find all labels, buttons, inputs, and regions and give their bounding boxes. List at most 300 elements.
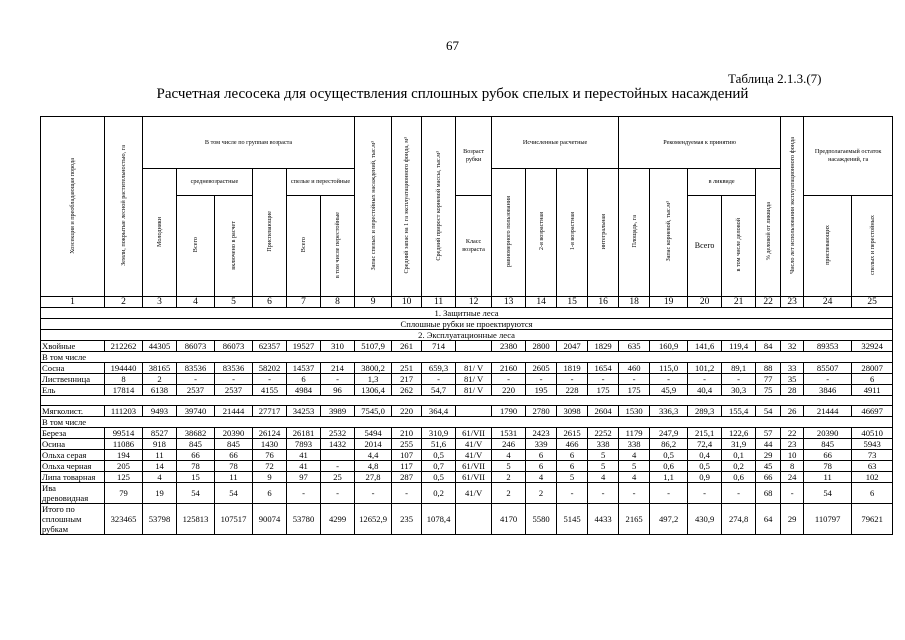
header-rest-premature: приспевающих: [804, 196, 852, 297]
table-cell: 8: [105, 374, 143, 385]
table-cell: 1531: [492, 428, 526, 439]
table-cell: 6: [287, 374, 321, 385]
species-name: Сосна: [41, 363, 105, 374]
table-cell: 78: [177, 461, 215, 472]
table-cell: 75: [756, 385, 781, 396]
table-cell: 194440: [105, 363, 143, 374]
section-note: Сплошные рубки не проектируются: [41, 319, 893, 330]
table-cell: 336,3: [650, 406, 688, 417]
table-cell: 6138: [143, 385, 177, 396]
column-number: 16: [588, 297, 619, 308]
table-cell: 26: [781, 406, 804, 417]
table-cell: -: [781, 483, 804, 504]
table-cell: 78: [215, 461, 253, 472]
table-row: [41, 472, 893, 483]
table-cell: 41/V: [456, 439, 492, 450]
species-name: Хвойные: [41, 341, 105, 352]
table-cell: 338: [619, 439, 650, 450]
table-cell: 5: [588, 450, 619, 461]
table-cell: 220: [392, 406, 422, 417]
table-cell: 72: [253, 461, 287, 472]
header-root-stock: Запас корневой, тыс.м³: [650, 169, 688, 297]
table-cell: 86,2: [650, 439, 688, 450]
table-cell: 7893: [287, 439, 321, 450]
table-cell: 5: [492, 461, 526, 472]
table-cell: 11086: [105, 439, 143, 450]
header-ripe-stock: Запас спелых и перестойных насаждений, тыс.м³: [355, 117, 392, 297]
table-cell: 89,1: [722, 363, 756, 374]
column-number: 25: [852, 297, 893, 308]
table-cell: 54: [177, 483, 215, 504]
table-cell: 28: [781, 385, 804, 396]
column-number: 4: [177, 297, 215, 308]
table-cell: 27717: [253, 406, 287, 417]
header-uniform: равномерного пользования: [492, 169, 526, 297]
table-cell: 5: [588, 461, 619, 472]
table-cell: 61/VII: [456, 472, 492, 483]
table-cell: 77: [756, 374, 781, 385]
table-cell: 3989: [321, 406, 355, 417]
table-cell: 497,2: [650, 504, 688, 535]
table-cell: 2: [526, 483, 557, 504]
table-cell: 635: [619, 341, 650, 352]
table-cell: 22: [781, 428, 804, 439]
header-young: Молодняки: [143, 169, 177, 297]
column-number: 15: [557, 297, 588, 308]
column-number: 11: [422, 297, 456, 308]
table-cell: 38165: [143, 363, 177, 374]
table-cell: 54: [756, 406, 781, 417]
table-cell: 45,9: [650, 385, 688, 396]
table-cell: 1078,4: [422, 504, 456, 535]
table-cell: 0,2: [422, 483, 456, 504]
table-cell: 1654: [588, 363, 619, 374]
table-cell: 107: [392, 450, 422, 461]
header-mid-total: Всего: [177, 196, 215, 297]
column-number: 14: [526, 297, 557, 308]
table-cell: 122,6: [722, 428, 756, 439]
table-cell: 19: [143, 483, 177, 504]
table-row: [41, 374, 893, 385]
table-cell: 54: [804, 483, 852, 504]
table-row: [41, 341, 893, 352]
table-cell: 72,4: [688, 439, 722, 450]
table-cell: 5: [619, 461, 650, 472]
table-cell: 62357: [253, 341, 287, 352]
table-cell: 33: [781, 363, 804, 374]
table-cell: 289,3: [688, 406, 722, 417]
table-cell: 66: [177, 450, 215, 461]
table-cell: 1430: [253, 439, 287, 450]
header-mid-included: включено в расчет: [215, 196, 253, 297]
table-cell: 714: [422, 341, 456, 352]
table-cell: [321, 450, 355, 461]
species-name: Лиственница: [41, 374, 105, 385]
subheader-label: В том числе: [41, 352, 893, 363]
spacer-cell: [41, 396, 893, 406]
column-number: 18: [619, 297, 650, 308]
table-cell: 8: [781, 461, 804, 472]
table-cell: -: [355, 483, 392, 504]
table-cell: 2047: [557, 341, 588, 352]
header-overmature: в том числе перестойные: [321, 196, 355, 297]
table-cell: 83536: [215, 363, 253, 374]
table-cell: 51,6: [422, 439, 456, 450]
table-cell: 4299: [321, 504, 355, 535]
table-cell: -: [392, 483, 422, 504]
table-cell: 101,2: [688, 363, 722, 374]
table-cell: 90074: [253, 504, 287, 535]
table-cell: 323465: [105, 504, 143, 535]
header-rest-ripe: спелых и перестойных: [852, 196, 893, 297]
table-cell: 3846: [804, 385, 852, 396]
table-cell: 88: [756, 363, 781, 374]
table-cell: 338: [588, 439, 619, 450]
column-number: 12: [456, 297, 492, 308]
table-cell: 24: [781, 472, 804, 483]
table-cell: 155,4: [722, 406, 756, 417]
table-cell: 1829: [588, 341, 619, 352]
table-cell: 26124: [253, 428, 287, 439]
section-exploitation: 2. Эксплуатационные леса: [41, 330, 893, 341]
table-cell: 32: [781, 341, 804, 352]
table-cell: 2: [492, 472, 526, 483]
table-cell: 2605: [526, 363, 557, 374]
table-cell: 40,4: [688, 385, 722, 396]
table-cell: 81/ V: [456, 385, 492, 396]
header-avg-growth: Средний прирост корневой массы, тыс.м³: [422, 117, 456, 297]
table-cell: 115,0: [650, 363, 688, 374]
species-name: Ива древовидная: [41, 483, 105, 504]
table-cell: 99514: [105, 428, 143, 439]
table-cell: -: [650, 483, 688, 504]
table-cell: -: [557, 374, 588, 385]
table-cell: 6: [557, 461, 588, 472]
table-cell: -: [321, 483, 355, 504]
column-number: 9: [355, 297, 392, 308]
table-cell: 29: [781, 504, 804, 535]
table-cell: 117: [392, 461, 422, 472]
table-cell: 0,5: [422, 450, 456, 461]
table-cell: -: [287, 483, 321, 504]
table-cell: -: [722, 374, 756, 385]
table-cell: 41/V: [456, 450, 492, 461]
table-cell: 110797: [804, 504, 852, 535]
table-cell: 26181: [287, 428, 321, 439]
table-cell: [456, 406, 492, 417]
subheader-row: [41, 352, 893, 363]
header-business-pct: % деловой от ликвида: [756, 169, 781, 297]
table-cell: 28007: [852, 363, 893, 374]
column-numbers-row: [41, 297, 893, 308]
table-cell: 4,8: [355, 461, 392, 472]
table-cell: 119,4: [722, 341, 756, 352]
table-cell: 214: [321, 363, 355, 374]
subheader-row: [41, 417, 893, 428]
table-cell: 2160: [492, 363, 526, 374]
table-cell: 4: [588, 472, 619, 483]
header-ripe: спелые и перестойные: [287, 169, 355, 196]
table-cell: 61/VII: [456, 428, 492, 439]
table-cell: 78: [804, 461, 852, 472]
table-cell: 4: [619, 450, 650, 461]
table-cell: 96: [321, 385, 355, 396]
table-cell: 19527: [287, 341, 321, 352]
header-avg-stock: Средний запас на 1 га эксплуатационного фонда, м³: [392, 117, 422, 297]
table-cell: 32924: [852, 341, 893, 352]
table-row: [41, 428, 893, 439]
table-cell: -: [215, 374, 253, 385]
species-name: Осина: [41, 439, 105, 450]
table-cell: 7545,0: [355, 406, 392, 417]
table-cell: [456, 341, 492, 352]
table-cell: 217: [392, 374, 422, 385]
table-cell: 12652,9: [355, 504, 392, 535]
table-cell: 23: [781, 439, 804, 450]
table-cell: 97: [287, 472, 321, 483]
table-cell: 2252: [588, 428, 619, 439]
header-recommended: Рекомендуемая к принятию: [619, 117, 781, 169]
table-cell: 2537: [177, 385, 215, 396]
table-cell: 2780: [526, 406, 557, 417]
species-name: Итого по сплошным рубкам: [41, 504, 105, 535]
table-cell: 58202: [253, 363, 287, 374]
table-cell: 4155: [253, 385, 287, 396]
column-number: 22: [756, 297, 781, 308]
table-cell: 310: [321, 341, 355, 352]
table-cell: 86073: [177, 341, 215, 352]
column-number: 20: [688, 297, 722, 308]
column-number: 10: [392, 297, 422, 308]
column-number: 7: [287, 297, 321, 308]
column-number: 3: [143, 297, 177, 308]
table-cell: 0,6: [650, 461, 688, 472]
table-row: [41, 450, 893, 461]
table-cell: 210: [392, 428, 422, 439]
table-cell: 11: [804, 472, 852, 483]
table-cell: 14537: [287, 363, 321, 374]
table-cell: 102: [852, 472, 893, 483]
table-cell: 220: [492, 385, 526, 396]
table-cell: 76: [253, 450, 287, 461]
table-cell: 15: [177, 472, 215, 483]
table-cell: 64: [756, 504, 781, 535]
table-cell: 0,7: [422, 461, 456, 472]
table-cell: 4433: [588, 504, 619, 535]
column-number: 21: [722, 297, 756, 308]
table-cell: 8527: [143, 428, 177, 439]
table-cell: 364,4: [422, 406, 456, 417]
header-area: Площадь, га: [619, 169, 650, 297]
column-number: 1: [41, 297, 105, 308]
table-cell: 2604: [588, 406, 619, 417]
header-years-use: Число лет использования эксплуатационного фонда: [781, 117, 804, 297]
table-cell: 111203: [105, 406, 143, 417]
table-cell: 2: [143, 374, 177, 385]
table-cell: 466: [557, 439, 588, 450]
table-cell: 287: [392, 472, 422, 483]
table-cell: 35: [781, 374, 804, 385]
table-cell: 54,7: [422, 385, 456, 396]
table-cell: 84: [756, 341, 781, 352]
column-number: 23: [781, 297, 804, 308]
column-number: 8: [321, 297, 355, 308]
table-cell: 2014: [355, 439, 392, 450]
table-cell: 6: [557, 450, 588, 461]
header-second-age: 2-я возрастная: [526, 169, 557, 297]
table-cell: 2537: [215, 385, 253, 396]
table-cell: 6: [852, 374, 893, 385]
table-cell: 5494: [355, 428, 392, 439]
table-cell: 310,9: [422, 428, 456, 439]
header-forest-land: Земли, покрытые лесной растительностью, га: [105, 117, 143, 297]
table-cell: 14: [143, 461, 177, 472]
table-cell: 251: [392, 363, 422, 374]
column-number: 24: [804, 297, 852, 308]
subheader-label: В том числе: [41, 417, 893, 428]
header-age-class: Класс возраста: [456, 196, 492, 297]
table-cell: 0,1: [722, 450, 756, 461]
table-cell: -: [619, 483, 650, 504]
header-cutting-age: Возраст рубки: [456, 117, 492, 196]
header-ripe-total: Всего: [287, 196, 321, 297]
table-cell: -: [804, 374, 852, 385]
page-number: 67: [446, 38, 459, 53]
table-row: [41, 406, 893, 417]
table-cell: 339: [526, 439, 557, 450]
table-cell: 228: [557, 385, 588, 396]
table-cell: -: [588, 483, 619, 504]
table-cell: 63: [852, 461, 893, 472]
column-number: 2: [105, 297, 143, 308]
table-cell: 4,4: [355, 450, 392, 461]
table-cell: 85507: [804, 363, 852, 374]
table-cell: 1,3: [355, 374, 392, 385]
table-cell: 2165: [619, 504, 650, 535]
column-number: 5: [215, 297, 253, 308]
table-row: [41, 439, 893, 450]
table-cell: 41: [287, 461, 321, 472]
table-cell: 40510: [852, 428, 893, 439]
table-cell: 4170: [492, 504, 526, 535]
table-cell: 3098: [557, 406, 588, 417]
header-remaining: Предполагаемый остаток насаждений, га: [804, 117, 893, 196]
table-cell: 66: [804, 450, 852, 461]
table-cell: 0,6: [722, 472, 756, 483]
table-cell: 194: [105, 450, 143, 461]
table-cell: 9493: [143, 406, 177, 417]
table-cell: -: [321, 374, 355, 385]
table-cell: 44: [756, 439, 781, 450]
table-cell: 0,2: [722, 461, 756, 472]
table-cell: 430,9: [688, 504, 722, 535]
table-cell: -: [588, 374, 619, 385]
column-number: 13: [492, 297, 526, 308]
table-cell: 6: [526, 450, 557, 461]
table-cell: -: [650, 374, 688, 385]
column-number: 19: [650, 297, 688, 308]
table-cell: 1819: [557, 363, 588, 374]
table-cell: 9: [253, 472, 287, 483]
table-cell: 5580: [526, 504, 557, 535]
table-cell: 0,5: [650, 450, 688, 461]
table-cell: 79621: [852, 504, 893, 535]
table-cell: 5: [557, 472, 588, 483]
species-name: Ель: [41, 385, 105, 396]
table-cell: 21444: [215, 406, 253, 417]
species-name: Ольха серая: [41, 450, 105, 461]
table-cell: 175: [588, 385, 619, 396]
table-cell: 25: [321, 472, 355, 483]
table-cell: 21444: [804, 406, 852, 417]
table-row: [41, 461, 893, 472]
table-cell: 11: [143, 450, 177, 461]
table-cell: 89353: [804, 341, 852, 352]
table-cell: 255: [392, 439, 422, 450]
table-cell: 3800,2: [355, 363, 392, 374]
table-cell: 107517: [215, 504, 253, 535]
table-cell: 175: [619, 385, 650, 396]
header-middle-aged: средневозрастные: [177, 169, 253, 196]
header-age-groups: В том числе по группам возраста: [143, 117, 355, 169]
table-body: [41, 117, 893, 535]
table-cell: 2532: [321, 428, 355, 439]
table-cell: 845: [804, 439, 852, 450]
table-cell: 2615: [557, 428, 588, 439]
table-cell: 20390: [215, 428, 253, 439]
cutting-area-table: [40, 116, 893, 535]
table-cell: -: [177, 374, 215, 385]
species-name: Береза: [41, 428, 105, 439]
table-cell: 2423: [526, 428, 557, 439]
table-cell: 4911: [852, 385, 893, 396]
table-cell: 86073: [215, 341, 253, 352]
table-cell: 125: [105, 472, 143, 483]
table-cell: 27,8: [355, 472, 392, 483]
table-cell: 247,9: [650, 428, 688, 439]
table-cell: 4: [492, 450, 526, 461]
table-cell: 1,1: [650, 472, 688, 483]
table-cell: 39740: [177, 406, 215, 417]
table-cell: 66: [215, 450, 253, 461]
table-cell: 235: [392, 504, 422, 535]
table-cell: 2380: [492, 341, 526, 352]
table-cell: 73: [852, 450, 893, 461]
header-integral: интегральная: [588, 169, 619, 297]
table-cell: 34253: [287, 406, 321, 417]
table-cell: -: [619, 374, 650, 385]
table-row: [41, 504, 893, 535]
table-cell: 45: [756, 461, 781, 472]
table-cell: 20390: [804, 428, 852, 439]
table-cell: 1432: [321, 439, 355, 450]
table-cell: 38682: [177, 428, 215, 439]
table-cell: 54: [215, 483, 253, 504]
table-cell: 4: [526, 472, 557, 483]
column-number: 6: [253, 297, 287, 308]
table-cell: 160,9: [650, 341, 688, 352]
species-name: Липа товарная: [41, 472, 105, 483]
header-liquid: в ликвиде: [688, 169, 756, 196]
table-cell: 1790: [492, 406, 526, 417]
table-cell: -: [422, 374, 456, 385]
table-cell: 0,4: [688, 450, 722, 461]
table-cell: 4: [619, 472, 650, 483]
table-title: Расчетная лесосека для осуществления сплошных рубок спелых и перестойных насаждений: [156, 86, 749, 102]
table-cell: 44305: [143, 341, 177, 352]
table-cell: 195: [526, 385, 557, 396]
table-cell: 205: [105, 461, 143, 472]
